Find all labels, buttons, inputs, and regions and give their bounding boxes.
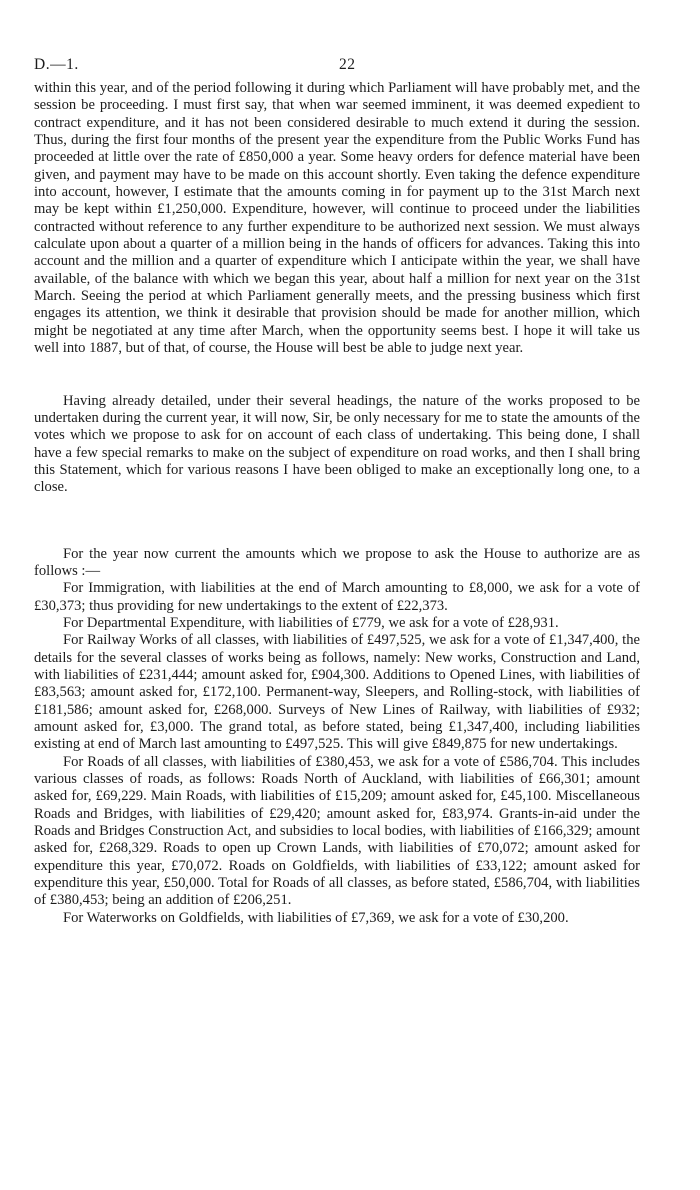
document-page bbox=[34, 56, 640, 927]
paragraph-roads: For Roads of all classes, with liabilities of £380,453, we ask for a vote of £586,704. This includes various classes of roads, as follows: Roads North of Auckland, with liabilities of £66,301; amount asked for, £69,229. Main Roads, with liabilities of £15,209; amount asked for, £45,100. Miscellaneous Roads and Bridges, with liabilities of £29,420; amount asked for, £83,974. Grants-in-aid under the Roads and Bridges Construction Act, and subsidies to local bodies, with liabilities of £166,329; amount asked for, £268,329. Roads to open up Crown Lands, with liabilities of £70,072; amount asked for expenditure this year, £70,072. Roads on Goldfields, with liabilities of £33,122; amount asked for expenditure this year, £50,000. Total for Roads of all classes, as before stated, £586,704, with liabilities of £380,453; being an addition of £206,251. bbox=[34, 753, 640, 909]
paragraph-immigration: For Immigration, with liabilities at the end of March amounting to £8,000, we ask for a vote of £30,373; thus providing for new undertakings to the extent of £22,373. bbox=[34, 580, 640, 614]
section-votes-list bbox=[34, 546, 640, 928]
paragraph-waterworks: For Waterworks on Goldfields, with liabilities of £7,369, we ask for a vote of £30,200. bbox=[63, 909, 569, 926]
paragraph: For the year now current the amounts which we propose to ask the House to authorize are as follows :— bbox=[34, 545, 640, 579]
section-loan-expenditure bbox=[34, 80, 640, 358]
paragraph-railways: For Railway Works of all classes, with liabilities of £497,525, we ask for a vote of £1,347,400, the details for the several classes of works being as follows, namely: New works, Construction and Land, with liabilities of £231,444; amount asked for, £904,300. Additions to Opened Lines, with liabilities of £83,563; amount asked for, £172,100. Permanent-way, Sleepers, and Rolling-stock, with liabilities of £181,586; amount asked for, £268,000. Surveys of New Lines of Railway, with liabilities of £932; amount asked for, £3,000. The grand total, as before stated, being £1,347,400, including liabilities existing at end of March last amounting to £497,525. This will give £849,875 for new undertakings. bbox=[34, 632, 640, 753]
paragraph: Having already detailed, under their several headings, the nature of the works proposed to be undertaken during the current year, it will now, Sir, be only necessary for me to state the amounts of the votes which we propose to ask for on account of each class of undertaking. This being done, I shall have a few special remarks to make on the subject of expenditure on road works, and then I shall bring this Statement, which for various reasons I have been obliged to make an exceptionally long one, to a close. bbox=[34, 392, 640, 496]
section-votes-intro bbox=[34, 393, 640, 497]
page-number: 22 bbox=[339, 56, 356, 73]
document-reference: D.—1. bbox=[34, 56, 79, 73]
page-header bbox=[34, 56, 640, 80]
paragraph: within this year, and of the period following it during which Parliament will have probably met, and the session be proceeding. I must first say, that when war seemed imminent, it was deemed expedient to contract expenditure, and it has not been considered desirable to much extend it during the session. Thus, during the first four months of the present year the expenditure from the Public Works Fund has proceeded at little over the rate of £850,000 a year. Some heavy orders for defence material have been given, and payment may have to be made on this account shortly. Even taking the defence expenditure into account, however, I estimate that the amounts coming in for payment up to the 31st March next may be kept within £1,250,000. Expenditure, however, will continue to proceed under the liabilities contracted without reference to any further expenditure to be authorized next session. We must always calculate upon about a quarter of a million being in the hands of officers for advances. Taking this into account and the million and a quarter of expenditure which I anticipate within the year, we shall have available, of the balance with which we began this year, about half a million for next year on the 31st March. Seeing the period at which Parliament generally meets, and the pressing business which first engages its attention, we think it desirable that provision should be made for another million, which might be negotiated at any time after March, when the opportunity seems best. I hope it will take us well into 1887, but of that, of course, the House will best be able to judge next year. bbox=[34, 80, 640, 357]
paragraph-departmental: For Departmental Expenditure, with liabilities of £779, we ask for a vote of £28,931. bbox=[63, 614, 559, 631]
